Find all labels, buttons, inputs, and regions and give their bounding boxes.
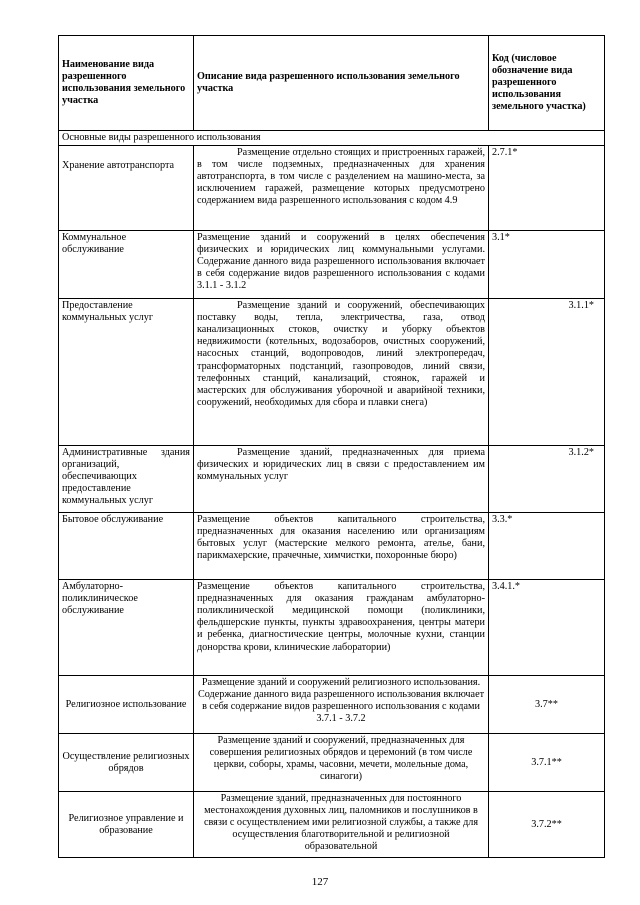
row-name: Предоставление коммунальных услуг <box>59 299 194 446</box>
row-name: Административные здания организаций, обеспечивающих предоставление коммунальных услуг <box>59 446 194 513</box>
row-description: Размещение объектов капитального строительства, предназначенных для оказания населению или организациям бытовых услуг (мастерские мелкого ремонта, ателье, бани, парикмахерские, прачечные, химчистки, похоронные бюро) <box>194 513 489 580</box>
row-code: 3.7.1** <box>489 734 605 792</box>
row-description: Размещение объектов капитального строительства, предназначенных для оказания гражданам амбулаторно-поликлинической медицинской помощи (поликлиники, фельдшерские пункты, пункты здравоохранения, центры матери и ребенка, диагностические центры, молочные кухни, станции донорства крови, клинические лаборатории) <box>194 580 489 676</box>
row-description: Размещение отдельно стоящих и пристроенных гаражей, в том числе подземных, предназначенных для хранения автотранспорта, в том числе с разделением на машино-места, за исключением гаражей, размещение которых предусмотрено содержанием вида разрешенного использования с кодом 4.9 <box>194 146 489 231</box>
header-name: Наименование вида разрешенного использования земельного участка <box>59 36 194 131</box>
table-row <box>59 580 605 676</box>
section-row <box>59 131 605 146</box>
row-code: 3.3.* <box>489 513 605 580</box>
row-name: Осуществление религиозных обрядов <box>59 734 194 792</box>
row-code: 3.1.1* <box>489 299 605 446</box>
row-description: Размещение зданий, предназначенных для постоянного местонахождения духовных лиц, паломников и послушников в связи с осуществлением ими религиозной службы, а также для осуществления благотворительной и религиозной образовательной <box>194 792 489 858</box>
row-code: 3.4.1.* <box>489 580 605 676</box>
header-code: Код (числовое обозначение вида разрешенного использования земельного участка) <box>489 36 605 131</box>
row-name: Бытовое обслуживание <box>59 513 194 580</box>
row-description: Размещение зданий и сооружений религиозного использования. Содержание данного вида разрешенного использования включает в себя содержание видов разрешенного использования с кодами 3.7.1 - 3.7.2 <box>194 676 489 734</box>
table-row <box>59 231 605 299</box>
table-row <box>59 446 605 513</box>
header-description: Описание вида разрешенного использования земельного участка <box>194 36 489 131</box>
table-row <box>59 513 605 580</box>
row-name: Коммунальное обслуживание <box>59 231 194 299</box>
table-row <box>59 734 605 792</box>
row-code: 3.7.2** <box>489 792 605 858</box>
section-title: Основные виды разрешенного использования <box>59 131 605 146</box>
page-number: 127 <box>311 876 329 888</box>
row-name: Амбулаторно-поликлиническое обслуживание <box>59 580 194 676</box>
row-code: 2.7.1* <box>489 146 605 231</box>
table-row <box>59 299 605 446</box>
row-description: Размещение зданий и сооружений, обеспечивающих поставку воды, тепла, электричества, газа, отвод канализационных стоков, очистку и уборку объектов недвижимости (котельных, водозаборов, очистных сооружений, насосных станций, водопроводов, линий электропередач, трансформаторных подстанций, газопроводов, линий связи, телефонных станций, канализаций, стоянок, гаражей и мастерских для обслуживания уборочной и аварийной техники, сооружений, необходимых для сбора и плавки снега) <box>194 299 489 446</box>
table-row <box>59 676 605 734</box>
table-row <box>59 146 605 231</box>
row-description: Размещение зданий, предназначенных для приема физических и юридических лиц в связи с предоставлением им коммунальных услуг <box>194 446 489 513</box>
row-description: Размещение зданий и сооружений, предназначенных для совершения религиозных обрядов и церемоний (в том числе церкви, соборы, храмы, часовни, мечети, молельные дома, синагоги) <box>194 734 489 792</box>
row-name: Религиозное управление и образование <box>59 792 194 858</box>
table-header-row <box>59 36 605 131</box>
row-code: 3.1.2* <box>489 446 605 513</box>
table-row <box>59 792 605 858</box>
land-use-table <box>58 35 605 858</box>
row-description: Размещение зданий и сооружений в целях обеспечения физических и юридических лиц коммунальными услугами. Содержание данного вида разрешенного использования включает в себя содержание видов разрешенного использования с кодами 3.1.1 - 3.1.2 <box>194 231 489 299</box>
row-code: 3.7** <box>489 676 605 734</box>
row-name: Религиозное использование <box>59 676 194 734</box>
row-code: 3.1* <box>489 231 605 299</box>
row-name: Хранение автотранспорта <box>59 146 194 231</box>
